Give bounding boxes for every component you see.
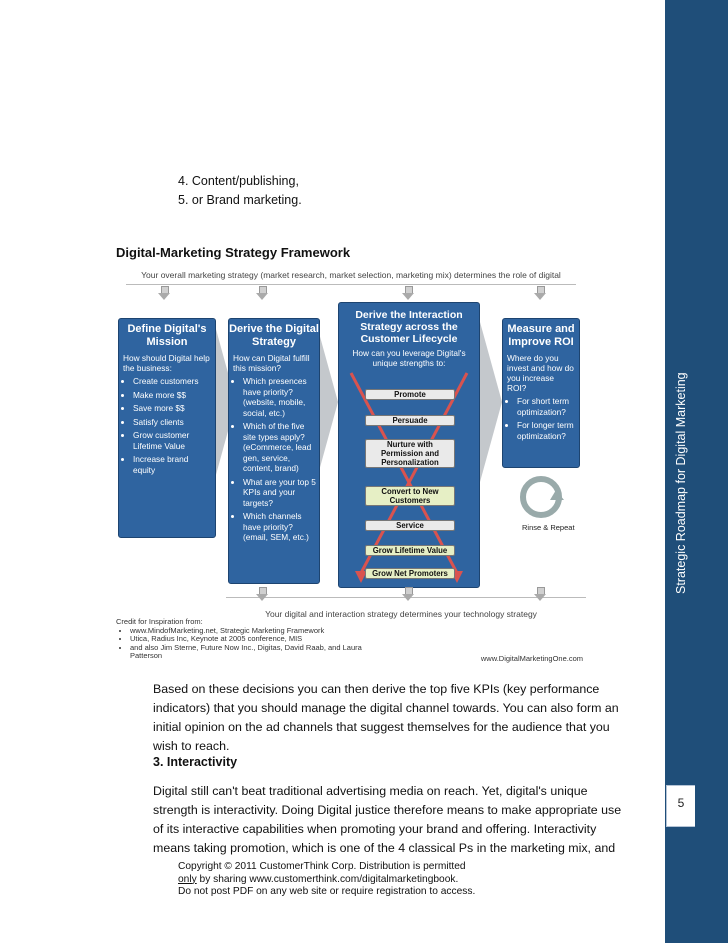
step-nurture: Nurture with Permission and Personalization (365, 439, 455, 468)
figure-title: Digital-Marketing Strategy Framework (116, 245, 351, 260)
down-arrow-icon (402, 286, 414, 300)
down-arrow-icon (256, 286, 268, 300)
paragraph-kpis (153, 680, 619, 756)
list-item: • Grow customer Lifetime Value (133, 430, 212, 451)
credits (116, 618, 380, 661)
page-number: 5 (677, 796, 685, 810)
list-item: • Which presences have priority? (website, mobile, social, etc.) (243, 376, 316, 418)
down-arrow-icon (256, 587, 268, 601)
column-question: How can you leverage Digital's unique strengths to: (352, 348, 466, 368)
repeat-cycle-icon (516, 472, 566, 522)
text-line: Based on these decisions you can then derive the top five KPIs (key performance (153, 682, 600, 696)
column-measure-roi (502, 318, 580, 468)
text-line: initial opinion on the ad channels that suggest themselves for the audience that you (153, 720, 610, 734)
copyright-line: Copyright © 2011 CustomerThink Corp. Distribution is permitted (178, 861, 466, 872)
text-line: strength is interactivity. Doing Digital justice therefore means to make appropriate use (153, 803, 622, 817)
section-heading: 3. Interactivity (153, 755, 238, 769)
list-item: • Which of the five site types apply? (eCommerce, lead gen, service, content, brand) (243, 421, 316, 474)
list-item: • Save more $$ (133, 403, 212, 414)
column-interaction-strategy (338, 302, 480, 588)
list-item: • What are your top 5 KPIs and your targets? (243, 477, 316, 509)
list-item: • Which channels have priority? (email, SEM, etc.) (243, 511, 316, 543)
step-convert: Convert to New Customers (365, 486, 455, 506)
page-number-box (666, 785, 695, 827)
column-define-mission (118, 318, 216, 538)
step-promote: Promote (365, 389, 455, 400)
column-question: How can Digital fulfill this mission? (233, 353, 310, 373)
top-note: Your overall marketing strategy (market research, market selection, marketing mix) determines the role of digital (126, 268, 576, 285)
credit-title: Credit for Inspiration from: (116, 617, 203, 626)
source-site: www.DigitalMarketingOne.com (480, 654, 583, 663)
column-question: How should Digital help the business: (123, 353, 210, 373)
credit-item: • and also Jim Sterne, Future Now Inc., Digitas, David Raab, and Laura Patterson (130, 644, 380, 661)
rinse-repeat-label: Rinse & Repeat (522, 523, 575, 532)
down-arrow-icon (534, 587, 546, 601)
step-grow-net-promoters: Grow Net Promoters (365, 568, 455, 579)
list-item: • Satisfy clients (133, 417, 212, 428)
column-heading: Define Digital's Mission (127, 323, 207, 348)
list-item: 5. or Brand marketing. (178, 193, 302, 207)
list-item: • Create customers (133, 376, 212, 387)
text-line: means taking promotion, which is one of the 4 classical Ps in the marketing mix, and (153, 841, 616, 855)
red-arrow-line (351, 373, 457, 573)
credit-item: • www.MindofMarketing.net, Strategic Marketing Framework (130, 627, 380, 636)
column-heading: Derive the Digital Strategy (229, 323, 319, 348)
column-question: Where do you invest and how do you increase ROI? (507, 353, 574, 393)
red-arrow-line (361, 373, 467, 573)
list-item: • Make more $$ (133, 390, 212, 401)
step-persuade: Persuade (365, 415, 455, 426)
down-arrow-icon (402, 587, 414, 601)
strategy-framework-figure (116, 240, 587, 670)
list-item: • For longer term optimization? (517, 420, 576, 441)
ordered-list (178, 172, 302, 210)
list-item: 4. Content/publishing, (178, 174, 299, 188)
list-item: • Increase brand equity (133, 454, 212, 475)
text-line: wish to reach. (153, 739, 230, 753)
credit-item: • Utica, Radius Inc, Keynote at 2005 conference, MIS (130, 635, 380, 644)
sidebar-title: Strategic Roadmap for Digital Marketing (674, 372, 688, 594)
column-heading: Measure and Improve ROI (507, 323, 575, 348)
list-item: • For short term optimization? (517, 396, 576, 417)
step-service: Service (365, 520, 455, 531)
bottom-note: Your digital and interaction strategy determines your technology strategy (265, 609, 537, 619)
copyright-line-rest: by sharing www.customerthink.com/digitalmarketingbook. (196, 873, 459, 885)
chevron-right-icon (480, 322, 502, 482)
text-line: of its interactive capabilities when promoting your brand and offering. Interactivity (153, 822, 597, 836)
copyright-notice (178, 861, 475, 899)
paragraph-interactivity (153, 782, 622, 858)
copyright-line (178, 874, 475, 887)
step-grow-lifetime-value: Grow Lifetime Value (365, 545, 455, 556)
column-derive-digital-strategy (228, 318, 320, 584)
down-arrow-icon (158, 286, 170, 300)
text-line: indicators) that you should manage the digital channel towards. You can also form an (153, 701, 619, 715)
text-line: Digital still can't beat traditional advertising media on reach. Yet, digital's unique (153, 784, 588, 798)
copyright-line: Do not post PDF on any web site or require registration to access. (178, 886, 476, 897)
column-heading: Derive the Interaction Strategy across the Customer Lifecycle (355, 309, 463, 345)
emphasis-only: only (178, 873, 197, 885)
down-arrow-icon (534, 286, 546, 300)
